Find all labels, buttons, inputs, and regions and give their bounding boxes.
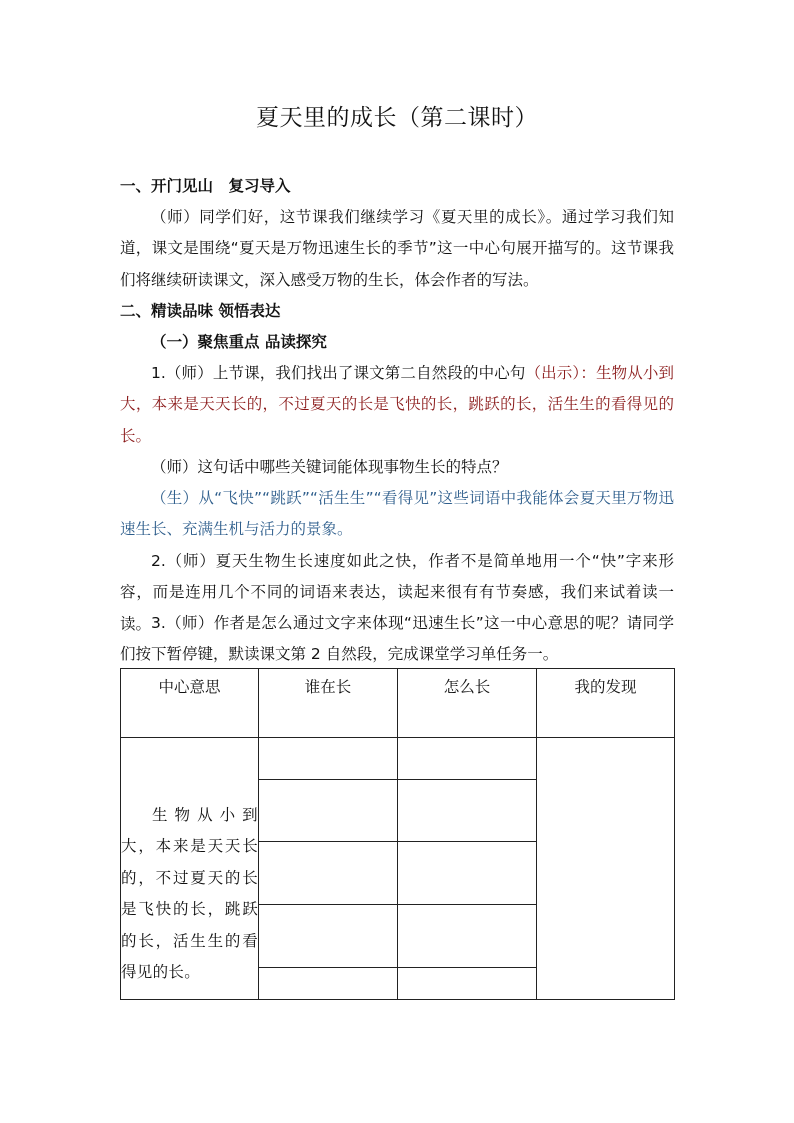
paragraph-5: 3.（师）作者是怎么通过文字来体现“迅速生长”这一中心意思的呢？请同学们按下暂停键，默读课文第 2 自然段，完成课堂学习单任务一。 [120,614,674,664]
how-cell-2[interactable] [398,780,537,842]
who-cell-4[interactable] [259,905,398,968]
header-how-grows: 怎么长 [398,669,537,738]
header-my-discovery: 我的发现 [537,669,675,738]
how-cell-4[interactable] [398,905,537,968]
paragraph-3 [120,483,674,546]
task-table [120,668,675,1000]
how-cell-3[interactable] [398,842,537,905]
page-title: 夏天里的成长（第二课时） [256,105,538,131]
paragraph-1 [120,358,674,452]
who-cell-5[interactable] [259,968,398,1000]
how-cell-5[interactable] [398,968,537,1000]
how-cell-1[interactable] [398,738,537,780]
section-1-paragraph: （师）同学们好，这节课我们继续学习《夏天里的成长》。通过学习我们知道，课文是围绕“夏天是万物迅速生长的季节”这一中心句展开描写的。这节课我们将继续研读课文，深入感受万物的生长，体会作者的写法。 [120,208,674,289]
paragraph-1-quote: ：生物从小到大，本来是天天长的，不过夏天的长是飞快的长，跳跃的长，活生生的看得见的长。 [120,364,674,445]
header-who-grows: 谁在长 [259,669,398,738]
center-meaning-text: 生物从小到大，本来是天天长的，不过夏天的长是飞快的长，跳跃的长，活生生的看得见的长。 [121,806,258,982]
paragraph-2: （师）这句话中哪些关键词能体现事物生长的特点？ [151,458,508,476]
task-table-header-row [121,669,675,738]
paragraph-4: 2.（师）夏天生物生长速度如此之快，作者不是简单地用一个“快”字来形容，而是连用几个不同的词语来表达，读起来很有有节奏感，我们来试着读一读。 [120,552,674,633]
paragraph-3-suffix: 这些词语中我能体会夏天里万物迅速生长、充满生机与活力的景象。 [120,489,674,539]
paragraph-1-show: （出示） [525,364,581,382]
discovery-cell[interactable] [537,738,675,1000]
paragraph-3-prefix: （生）从 [151,489,215,507]
who-cell-3[interactable] [259,842,398,905]
task-table-row [121,738,675,780]
who-cell-1[interactable] [259,738,398,780]
section-2-heading: 二、精读品味 领悟表达 [120,302,281,320]
who-cell-2[interactable] [259,780,398,842]
paragraph-3-words: “飞快”“跳跃”“活生生”“看得见” [214,489,438,507]
section-1-heading: 一、开门见山 复习导入 [120,177,291,195]
section-2-subheading: （一）聚焦重点 品读探究 [151,333,327,351]
paragraph-1-prefix: 1.（师）上节课，我们找出了课文第二自然段的中心句 [151,364,526,382]
center-meaning-cell [121,738,259,1000]
header-center-meaning: 中心意思 [121,669,259,738]
